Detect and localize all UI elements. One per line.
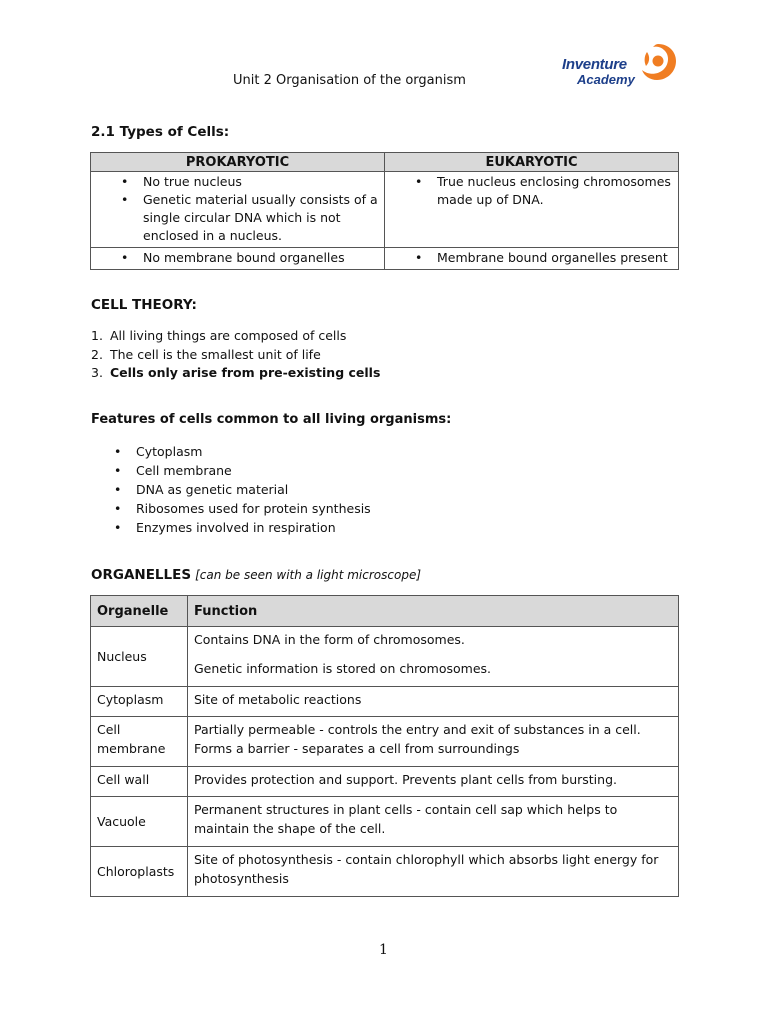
- function-text: Permanent structures in plant cells - contain cell sap which helps to maintain the shape of the cell.: [194, 802, 618, 836]
- features-heading: Features of cells common to all living organisms:: [91, 412, 452, 427]
- function-text: Genetic information is stored on chromosomes.: [194, 661, 491, 676]
- list-item: • No true nucleus: [143, 173, 380, 191]
- organelle-name: Cell membrane: [91, 717, 188, 767]
- list-number: 3.: [91, 365, 103, 380]
- organelle-name: Cytoplasm: [91, 687, 188, 717]
- list-item: • Enzymes involved in respiration: [136, 518, 371, 537]
- list-item: • DNA as genetic material: [136, 480, 371, 499]
- organelle-function: [188, 717, 679, 767]
- organelle-function: [188, 797, 679, 847]
- eukaryotic-header: EUKARYOTIC: [385, 153, 679, 172]
- eukaryotic-cell: [385, 248, 679, 270]
- organelle-column-header: Organelle: [91, 596, 188, 627]
- list-item: • Cytoplasm: [136, 442, 371, 461]
- function-text: Provides protection and support. Prevents plant cells from bursting.: [194, 772, 617, 787]
- organelles-heading: [91, 567, 421, 583]
- list-item: • No membrane bound organelles: [143, 249, 380, 267]
- organelle-name: Vacuole: [91, 797, 188, 847]
- cell-theory-list: [91, 327, 380, 383]
- list-item: • Ribosomes used for protein synthesis: [136, 499, 371, 518]
- organelle-function: [188, 847, 679, 897]
- list-item: • True nucleus enclosing chromosomes made up of DNA.: [437, 173, 674, 209]
- function-text: Contains DNA in the form of chromosomes.: [194, 632, 465, 647]
- page-number: 1: [379, 942, 388, 958]
- organelle-name: Chloroplasts: [91, 847, 188, 897]
- prokaryotic-cell: [91, 248, 385, 270]
- function-column-header: Function: [188, 596, 679, 627]
- table-row: [91, 797, 679, 847]
- organelle-function: [188, 767, 679, 797]
- organelle-function: [188, 627, 679, 687]
- prokaryotic-header: PROKARYOTIC: [91, 153, 385, 172]
- logo-text-line1: Inventure: [562, 56, 627, 73]
- table-row: [91, 172, 679, 248]
- function-text: Site of photosynthesis - contain chlorophyll which absorbs light energy for photosynthesis: [194, 852, 659, 886]
- organelles-table: [90, 595, 679, 897]
- eukaryotic-cell: [385, 172, 679, 248]
- prokaryotic-cell: [91, 172, 385, 248]
- types-of-cells-heading: 2.1 Types of Cells:: [91, 124, 230, 140]
- cell-theory-heading: CELL THEORY:: [91, 297, 197, 313]
- logo-swirl-icon: [638, 42, 678, 82]
- logo-text-line2: Academy: [577, 72, 635, 87]
- table-row: [91, 627, 679, 687]
- list-text: All living things are composed of cells: [110, 328, 347, 343]
- list-text: Cells only arise from pre-existing cells: [110, 365, 381, 380]
- table-row: [91, 847, 679, 897]
- list-item: [91, 346, 380, 365]
- list-text: The cell is the smallest unit of life: [110, 346, 321, 362]
- features-list: [136, 442, 371, 537]
- organelle-name: Cell wall: [91, 767, 188, 797]
- table-row: [91, 767, 679, 797]
- list-item: • Membrane bound organelles present: [437, 249, 674, 267]
- list-item: • Genetic material usually consists of a single circular DNA which is not enclosed in a nucleus.: [143, 191, 380, 245]
- organelle-function: [188, 687, 679, 717]
- function-text: Partially permeable - controls the entry and exit of substances in a cell. Forms a barrier - separates a cell from surroundings: [194, 722, 641, 756]
- list-number: 2.: [91, 346, 103, 362]
- list-item: [91, 327, 380, 346]
- organelles-note: [can be seen with a light microscope]: [195, 568, 422, 582]
- inventure-academy-logo: [560, 42, 680, 92]
- table-row: [91, 687, 679, 717]
- organelles-title: ORGANELLES: [91, 567, 192, 583]
- cell-types-table: [90, 152, 679, 270]
- function-text: Site of metabolic reactions: [194, 692, 362, 707]
- unit-title: Unit 2 Organisation of the organism: [233, 73, 466, 88]
- list-item: [91, 364, 380, 383]
- table-row: [91, 717, 679, 767]
- list-number: 1.: [91, 328, 103, 343]
- organelle-name: Nucleus: [91, 627, 188, 687]
- list-item: • Cell membrane: [136, 461, 371, 480]
- table-row: [91, 248, 679, 270]
